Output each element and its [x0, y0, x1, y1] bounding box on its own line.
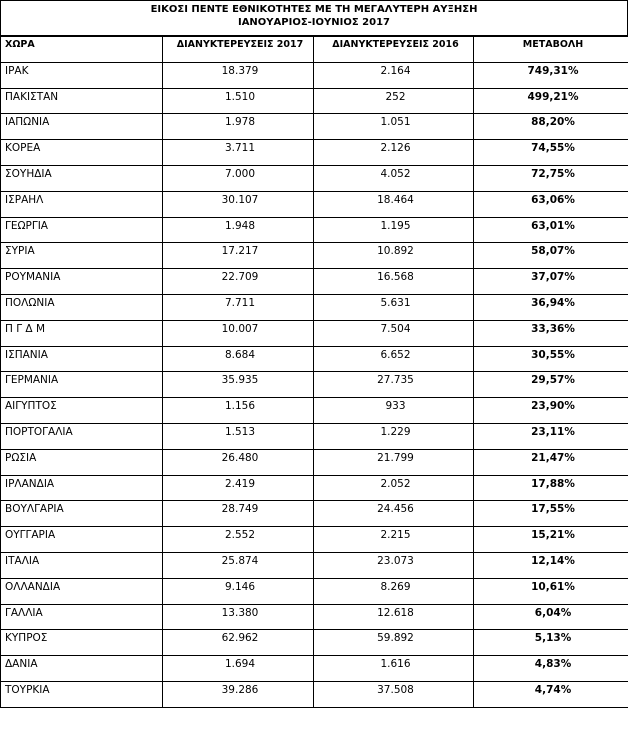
overnights-2017-cell: 1.513	[163, 423, 314, 449]
header-country: ΧΩΡΑ	[1, 37, 163, 63]
table-row	[1, 269, 628, 295]
table-row	[1, 346, 628, 372]
overnights-2017-cell: 28.749	[163, 501, 314, 527]
overnights-2017-cell: 13.380	[163, 604, 314, 630]
change-cell: 4,83%	[474, 656, 628, 682]
overnights-2016-cell: 4.052	[314, 165, 474, 191]
change-cell: 30,55%	[474, 346, 628, 372]
header-overnights-2016: ΔΙΑΝΥΚΤΕΡΕΥΣΕΙΣ 2016	[314, 37, 474, 63]
change-cell: 88,20%	[474, 114, 628, 140]
change-cell: 33,36%	[474, 320, 628, 346]
overnights-2016-cell: 933	[314, 398, 474, 424]
change-cell: 5,13%	[474, 630, 628, 656]
change-cell: 499,21%	[474, 88, 628, 114]
overnights-2016-cell: 27.735	[314, 372, 474, 398]
overnights-2017-cell: 1.510	[163, 88, 314, 114]
country-cell: ΑΙΓΥΠΤΟΣ	[1, 398, 163, 424]
statistics-table	[0, 36, 628, 708]
overnights-2016-cell: 16.568	[314, 269, 474, 295]
change-cell: 6,04%	[474, 604, 628, 630]
table-row	[1, 604, 628, 630]
overnights-2016-cell: 1.229	[314, 423, 474, 449]
overnights-2016-cell: 37.508	[314, 681, 474, 707]
overnights-2017-cell: 18.379	[163, 62, 314, 88]
country-cell: ΠΑΚΙΣΤΑΝ	[1, 88, 163, 114]
overnights-2016-cell: 1.616	[314, 656, 474, 682]
overnights-2017-cell: 7.711	[163, 294, 314, 320]
title-line-2: ΙΑΝΟΥΑΡΙΟΣ-ΙΟΥΝΙΟΣ 2017	[237, 17, 391, 28]
title-line-1: ΕΙΚΟΣΙ ΠΕΝΤΕ ΕΘΝΙΚΟΤΗΤΕΣ ΜΕ ΤΗ ΜΕΓΑΛΥΤΕΡΗ ΑΥΞΗΣΗ	[150, 4, 478, 15]
overnights-2017-cell: 1.948	[163, 217, 314, 243]
overnights-2016-cell: 18.464	[314, 191, 474, 217]
country-cell: ΒΟΥΛΓΑΡΙΑ	[1, 501, 163, 527]
overnights-2016-cell: 7.504	[314, 320, 474, 346]
overnights-2017-cell: 8.684	[163, 346, 314, 372]
overnights-2016-cell: 12.618	[314, 604, 474, 630]
overnights-2017-cell: 3.711	[163, 140, 314, 166]
header-row	[1, 37, 628, 63]
overnights-2017-cell: 2.552	[163, 527, 314, 553]
table-row	[1, 423, 628, 449]
table-row	[1, 243, 628, 269]
country-cell: ΣΥΡΙΑ	[1, 243, 163, 269]
overnights-2016-cell: 21.799	[314, 449, 474, 475]
table-row	[1, 527, 628, 553]
overnights-2017-cell: 26.480	[163, 449, 314, 475]
overnights-2016-cell: 252	[314, 88, 474, 114]
table-row	[1, 552, 628, 578]
country-cell: ΟΥΓΓΑΡΙΑ	[1, 527, 163, 553]
overnights-2017-cell: 35.935	[163, 372, 314, 398]
overnights-2016-cell: 8.269	[314, 578, 474, 604]
change-cell: 17,88%	[474, 475, 628, 501]
overnights-2017-cell: 1.694	[163, 656, 314, 682]
table-row	[1, 630, 628, 656]
overnights-2016-cell: 23.073	[314, 552, 474, 578]
overnights-2016-cell: 1.051	[314, 114, 474, 140]
overnights-2016-cell: 59.892	[314, 630, 474, 656]
overnights-2016-cell: 24.456	[314, 501, 474, 527]
change-cell: 23,11%	[474, 423, 628, 449]
change-cell: 72,75%	[474, 165, 628, 191]
overnights-2017-cell: 39.286	[163, 681, 314, 707]
table-row	[1, 140, 628, 166]
country-cell: ΚΟΡΕΑ	[1, 140, 163, 166]
country-cell: ΣΟΥΗΔΙΑ	[1, 165, 163, 191]
change-cell: 29,57%	[474, 372, 628, 398]
change-cell: 12,14%	[474, 552, 628, 578]
country-cell: ΠΟΡΤΟΓΑΛΙΑ	[1, 423, 163, 449]
overnights-2017-cell: 10.007	[163, 320, 314, 346]
table-row	[1, 165, 628, 191]
country-cell: ΔΑΝΙΑ	[1, 656, 163, 682]
country-cell: ΤΟΥΡΚΙΑ	[1, 681, 163, 707]
table-row	[1, 294, 628, 320]
change-cell: 21,47%	[474, 449, 628, 475]
overnights-2017-cell: 62.962	[163, 630, 314, 656]
table-row	[1, 191, 628, 217]
change-cell: 63,06%	[474, 191, 628, 217]
change-cell: 58,07%	[474, 243, 628, 269]
country-cell: ΡΟΥΜΑΝΙΑ	[1, 269, 163, 295]
country-cell: Π Γ Δ Μ	[1, 320, 163, 346]
change-cell: 74,55%	[474, 140, 628, 166]
table-row	[1, 475, 628, 501]
change-cell: 37,07%	[474, 269, 628, 295]
overnights-2017-cell: 30.107	[163, 191, 314, 217]
country-cell: ΙΤΑΛΙΑ	[1, 552, 163, 578]
country-cell: ΡΩΣΙΑ	[1, 449, 163, 475]
country-cell: ΓΕΡΜΑΝΙΑ	[1, 372, 163, 398]
table-row	[1, 320, 628, 346]
change-cell: 63,01%	[474, 217, 628, 243]
change-cell: 15,21%	[474, 527, 628, 553]
country-cell: ΙΡΑΚ	[1, 62, 163, 88]
overnights-2016-cell: 2.052	[314, 475, 474, 501]
change-cell: 4,74%	[474, 681, 628, 707]
table-row	[1, 114, 628, 140]
overnights-2016-cell: 10.892	[314, 243, 474, 269]
table-row	[1, 656, 628, 682]
table-row	[1, 372, 628, 398]
header-overnights-2017: ΔΙΑΝΥΚΤΕΡΕΥΣΕΙΣ 2017	[163, 37, 314, 63]
table-title	[0, 0, 628, 36]
country-cell: ΙΡΛΑΝΔΙΑ	[1, 475, 163, 501]
header-change: ΜΕΤΑΒΟΛΗ	[474, 37, 628, 63]
overnights-2017-cell: 25.874	[163, 552, 314, 578]
table-row	[1, 62, 628, 88]
change-cell: 749,31%	[474, 62, 628, 88]
table-row	[1, 681, 628, 707]
country-cell: ΓΕΩΡΓΙΑ	[1, 217, 163, 243]
table-row	[1, 398, 628, 424]
overnights-2017-cell: 9.146	[163, 578, 314, 604]
overnights-2017-cell: 22.709	[163, 269, 314, 295]
overnights-2017-cell: 7.000	[163, 165, 314, 191]
overnights-2016-cell: 2.215	[314, 527, 474, 553]
overnights-2016-cell: 2.126	[314, 140, 474, 166]
overnights-2017-cell: 1.978	[163, 114, 314, 140]
change-cell: 10,61%	[474, 578, 628, 604]
change-cell: 17,55%	[474, 501, 628, 527]
country-cell: ΠΟΛΩΝΙΑ	[1, 294, 163, 320]
table-row	[1, 449, 628, 475]
overnights-2016-cell: 2.164	[314, 62, 474, 88]
table-body	[1, 62, 628, 707]
overnights-2017-cell: 17.217	[163, 243, 314, 269]
change-cell: 23,90%	[474, 398, 628, 424]
overnights-2016-cell: 1.195	[314, 217, 474, 243]
overnights-2016-cell: 6.652	[314, 346, 474, 372]
country-cell: ΟΛΛΑΝΔΙΑ	[1, 578, 163, 604]
country-cell: ΚΥΠΡΟΣ	[1, 630, 163, 656]
table-row	[1, 501, 628, 527]
overnights-2017-cell: 2.419	[163, 475, 314, 501]
country-cell: ΙΣΡΑΗΛ	[1, 191, 163, 217]
overnights-2016-cell: 5.631	[314, 294, 474, 320]
country-cell: ΓΑΛΛΙΑ	[1, 604, 163, 630]
country-cell: ΙΣΠΑΝΙΑ	[1, 346, 163, 372]
table-row	[1, 578, 628, 604]
change-cell: 36,94%	[474, 294, 628, 320]
country-cell: ΙΑΠΩΝΙΑ	[1, 114, 163, 140]
overnights-2017-cell: 1.156	[163, 398, 314, 424]
table-row	[1, 217, 628, 243]
table-row	[1, 88, 628, 114]
